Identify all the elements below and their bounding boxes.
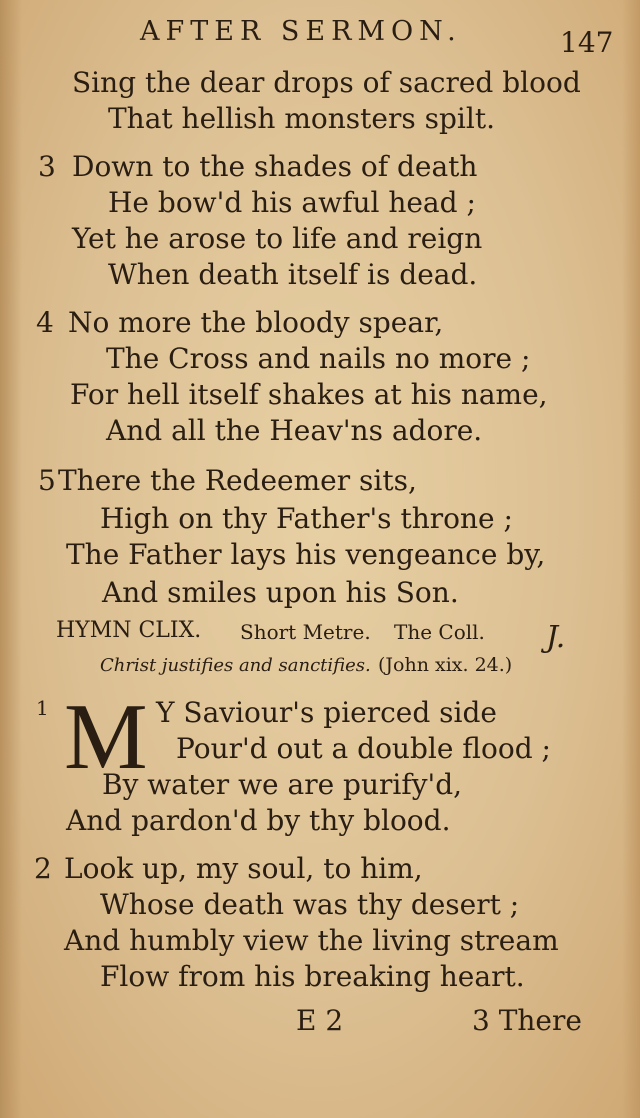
verse-line: That hellish monsters spilt. bbox=[108, 102, 495, 135]
verse-line: For hell itself shakes at his name, bbox=[70, 378, 548, 411]
running-header: AFTER SERMON. bbox=[140, 16, 462, 47]
verse-line: No more the bloody spear, bbox=[68, 306, 444, 339]
verse-line: And all the Heav'ns adore. bbox=[106, 414, 483, 447]
stanza-number: 5 bbox=[38, 464, 56, 497]
page-edge-right bbox=[622, 0, 640, 1118]
handwritten-mark: J. bbox=[546, 620, 566, 655]
verse-line: Flow from his breaking heart. bbox=[100, 960, 525, 993]
hymn-metre: Short Metre. bbox=[240, 620, 371, 644]
catchword: 3 There bbox=[472, 1004, 582, 1037]
signature-mark: E 2 bbox=[296, 1004, 344, 1037]
verse-line: Look up, my soul, to him, bbox=[64, 852, 423, 885]
verse-line: And humbly view the living stream bbox=[64, 924, 559, 957]
page-edge-left bbox=[0, 0, 22, 1118]
drop-capital: M bbox=[64, 685, 148, 789]
verse-line: Down to the shades of death bbox=[72, 150, 478, 183]
verse-line: Pour'd out a double flood ; bbox=[176, 732, 551, 765]
verse-line: Sing the dear drops of sacred blood bbox=[72, 66, 581, 99]
hymn-source: The Coll. bbox=[394, 620, 485, 644]
stanza-number: 4 bbox=[36, 306, 54, 339]
verse-line: High on thy Father's throne ; bbox=[100, 502, 513, 535]
verse-line: By water we are purify'd, bbox=[102, 768, 463, 801]
verse-line: Yet he arose to life and reign bbox=[72, 222, 483, 255]
hymn-subtitle: Christ justifies and sanctifies. bbox=[100, 655, 371, 676]
verse-line: Whose death was thy desert ; bbox=[100, 888, 520, 921]
hymn-reference: (John xix. 24.) bbox=[378, 654, 513, 676]
verse-line: And pardon'd by thy blood. bbox=[66, 804, 451, 837]
verse-line: The Cross and nails no more ; bbox=[106, 342, 531, 375]
stanza-number: 1 bbox=[36, 696, 49, 720]
verse-line: The Father lays his vengeance by, bbox=[66, 538, 546, 571]
stanza-number: 2 bbox=[34, 852, 52, 885]
verse-line: And smiles upon his Son. bbox=[102, 576, 459, 609]
page-number: 147 bbox=[560, 26, 614, 59]
verse-line: When death itself is dead. bbox=[108, 258, 478, 291]
stanza-number: 3 bbox=[38, 150, 56, 183]
hymn-title: HYMN CLIX. bbox=[56, 618, 202, 643]
verse-line: There the Redeemer sits, bbox=[58, 464, 417, 497]
verse-line: He bow'd his awful head ; bbox=[108, 186, 476, 219]
verse-line: Y Saviour's pierced side bbox=[156, 696, 498, 729]
